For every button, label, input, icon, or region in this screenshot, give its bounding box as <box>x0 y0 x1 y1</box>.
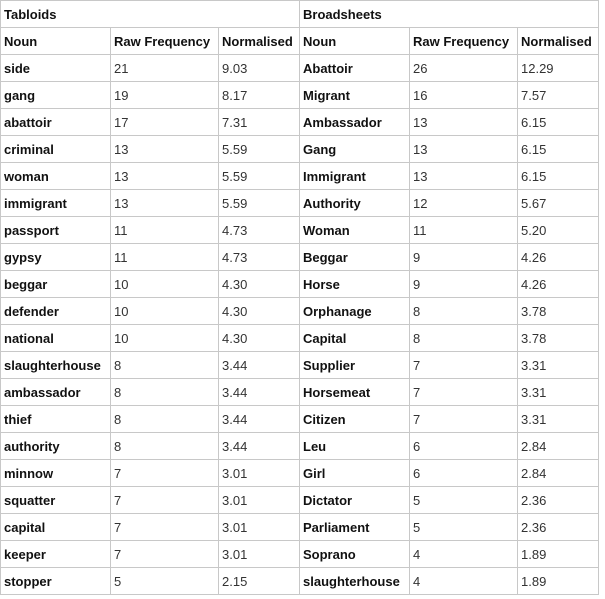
table-row <box>1 82 599 109</box>
broadsheet-noun-cell: Dictator <box>300 487 410 514</box>
tabloid-raw-frequency-cell: 13 <box>111 136 219 163</box>
broadsheet-raw-frequency-cell: 7 <box>410 406 518 433</box>
table-row <box>1 109 599 136</box>
tabloid-raw-frequency-cell: 7 <box>111 487 219 514</box>
broadsheet-raw-frequency-cell: 9 <box>410 244 518 271</box>
tabloid-raw-frequency-cell: 10 <box>111 271 219 298</box>
tabloid-normalised-cell: 7.31 <box>219 109 300 136</box>
tabloid-noun-cell: criminal <box>1 136 111 163</box>
broadsheet-raw-frequency-cell: 12 <box>410 190 518 217</box>
tabloid-normalised-cell: 3.01 <box>219 460 300 487</box>
table-row <box>1 55 599 82</box>
broadsheet-noun-cell: Soprano <box>300 541 410 568</box>
broadsheet-normalised-cell: 1.89 <box>518 541 599 568</box>
broadsheet-normalised-cell: 12.29 <box>518 55 599 82</box>
tabloid-noun-cell: beggar <box>1 271 111 298</box>
broadsheet-noun-cell: slaughterhouse <box>300 568 410 595</box>
table-row <box>1 406 599 433</box>
tabloid-raw-frequency-cell: 5 <box>111 568 219 595</box>
tabloid-raw-frequency-cell: 13 <box>111 190 219 217</box>
tabloid-raw-frequency-cell: 8 <box>111 433 219 460</box>
table-row <box>1 136 599 163</box>
broadsheet-normalised-cell: 3.31 <box>518 379 599 406</box>
table-row <box>1 352 599 379</box>
broadsheet-raw-frequency-cell: 8 <box>410 325 518 352</box>
broadsheet-noun-cell: Abattoir <box>300 55 410 82</box>
group-header-row <box>1 1 599 28</box>
tabloid-normalised-cell: 5.59 <box>219 190 300 217</box>
broadsheet-raw-frequency-cell: 5 <box>410 514 518 541</box>
tabloid-normalised-cell: 4.30 <box>219 298 300 325</box>
tabloid-raw-frequency-cell: 11 <box>111 217 219 244</box>
tabloid-raw-frequency-cell: 8 <box>111 379 219 406</box>
tabloid-noun-cell: gypsy <box>1 244 111 271</box>
tabloid-normalised-cell: 3.44 <box>219 433 300 460</box>
broadsheet-noun-cell: Supplier <box>300 352 410 379</box>
tabloids-raw-frequency-header: Raw Frequency <box>111 28 219 55</box>
broadsheets-noun-header: Noun <box>300 28 410 55</box>
tabloid-normalised-cell: 3.01 <box>219 514 300 541</box>
tabloid-normalised-cell: 9.03 <box>219 55 300 82</box>
broadsheet-normalised-cell: 3.31 <box>518 406 599 433</box>
table-row <box>1 217 599 244</box>
table-row <box>1 271 599 298</box>
tabloids-group-header: Tabloids <box>1 1 300 28</box>
tabloid-noun-cell: stopper <box>1 568 111 595</box>
tabloid-raw-frequency-cell: 11 <box>111 244 219 271</box>
tabloid-noun-cell: gang <box>1 82 111 109</box>
broadsheet-noun-cell: Girl <box>300 460 410 487</box>
broadsheet-raw-frequency-cell: 4 <box>410 568 518 595</box>
tabloid-noun-cell: immigrant <box>1 190 111 217</box>
table-row <box>1 487 599 514</box>
tabloid-normalised-cell: 4.30 <box>219 325 300 352</box>
broadsheet-raw-frequency-cell: 16 <box>410 82 518 109</box>
broadsheet-noun-cell: Horsemeat <box>300 379 410 406</box>
tabloid-raw-frequency-cell: 7 <box>111 514 219 541</box>
tabloid-raw-frequency-cell: 8 <box>111 352 219 379</box>
tabloid-noun-cell: capital <box>1 514 111 541</box>
tabloid-noun-cell: side <box>1 55 111 82</box>
table-row <box>1 568 599 595</box>
broadsheet-normalised-cell: 6.15 <box>518 163 599 190</box>
tabloid-normalised-cell: 8.17 <box>219 82 300 109</box>
broadsheet-noun-cell: Woman <box>300 217 410 244</box>
broadsheet-raw-frequency-cell: 13 <box>410 136 518 163</box>
tabloid-noun-cell: national <box>1 325 111 352</box>
tabloid-noun-cell: woman <box>1 163 111 190</box>
tabloid-noun-cell: ambassador <box>1 379 111 406</box>
tabloid-raw-frequency-cell: 7 <box>111 460 219 487</box>
table-row <box>1 163 599 190</box>
broadsheet-noun-cell: Parliament <box>300 514 410 541</box>
broadsheet-normalised-cell: 5.20 <box>518 217 599 244</box>
broadsheet-normalised-cell: 7.57 <box>518 82 599 109</box>
tabloid-noun-cell: minnow <box>1 460 111 487</box>
tabloid-normalised-cell: 5.59 <box>219 163 300 190</box>
broadsheet-raw-frequency-cell: 6 <box>410 460 518 487</box>
table-row <box>1 244 599 271</box>
table-row <box>1 460 599 487</box>
tabloid-normalised-cell: 3.01 <box>219 487 300 514</box>
broadsheet-normalised-cell: 2.36 <box>518 487 599 514</box>
tabloid-normalised-cell: 5.59 <box>219 136 300 163</box>
broadsheet-raw-frequency-cell: 8 <box>410 298 518 325</box>
broadsheet-noun-cell: Leu <box>300 433 410 460</box>
tabloid-noun-cell: passport <box>1 217 111 244</box>
broadsheet-normalised-cell: 2.36 <box>518 514 599 541</box>
broadsheet-raw-frequency-cell: 7 <box>410 352 518 379</box>
broadsheet-normalised-cell: 3.31 <box>518 352 599 379</box>
tabloid-raw-frequency-cell: 17 <box>111 109 219 136</box>
broadsheet-noun-cell: Ambassador <box>300 109 410 136</box>
table-row <box>1 298 599 325</box>
tabloid-normalised-cell: 3.01 <box>219 541 300 568</box>
broadsheet-noun-cell: Horse <box>300 271 410 298</box>
tabloid-normalised-cell: 4.30 <box>219 271 300 298</box>
broadsheet-normalised-cell: 3.78 <box>518 325 599 352</box>
tabloid-noun-cell: authority <box>1 433 111 460</box>
tabloid-noun-cell: squatter <box>1 487 111 514</box>
broadsheet-normalised-cell: 4.26 <box>518 271 599 298</box>
table-row <box>1 325 599 352</box>
broadsheet-raw-frequency-cell: 13 <box>410 109 518 136</box>
tabloid-noun-cell: keeper <box>1 541 111 568</box>
table-row <box>1 379 599 406</box>
broadsheet-raw-frequency-cell: 26 <box>410 55 518 82</box>
broadsheets-group-header: Broadsheets <box>300 1 599 28</box>
broadsheet-raw-frequency-cell: 11 <box>410 217 518 244</box>
broadsheet-noun-cell: Gang <box>300 136 410 163</box>
tabloid-noun-cell: defender <box>1 298 111 325</box>
broadsheets-normalised-header: Normalised <box>518 28 599 55</box>
broadsheet-normalised-cell: 2.84 <box>518 460 599 487</box>
broadsheet-noun-cell: Migrant <box>300 82 410 109</box>
tabloid-raw-frequency-cell: 19 <box>111 82 219 109</box>
broadsheet-normalised-cell: 6.15 <box>518 109 599 136</box>
table-row <box>1 514 599 541</box>
broadsheet-raw-frequency-cell: 7 <box>410 379 518 406</box>
tabloid-normalised-cell: 2.15 <box>219 568 300 595</box>
broadsheet-normalised-cell: 5.67 <box>518 190 599 217</box>
broadsheet-normalised-cell: 2.84 <box>518 433 599 460</box>
tabloids-normalised-header: Normalised <box>219 28 300 55</box>
broadsheet-raw-frequency-cell: 4 <box>410 541 518 568</box>
tabloid-normalised-cell: 3.44 <box>219 406 300 433</box>
broadsheet-normalised-cell: 1.89 <box>518 568 599 595</box>
tabloid-noun-cell: slaughterhouse <box>1 352 111 379</box>
table-row <box>1 190 599 217</box>
broadsheet-raw-frequency-cell: 13 <box>410 163 518 190</box>
tabloid-raw-frequency-cell: 7 <box>111 541 219 568</box>
broadsheet-noun-cell: Immigrant <box>300 163 410 190</box>
table-row <box>1 433 599 460</box>
tabloid-noun-cell: abattoir <box>1 109 111 136</box>
column-header-row <box>1 28 599 55</box>
tabloid-normalised-cell: 3.44 <box>219 379 300 406</box>
table-row <box>1 541 599 568</box>
table-body <box>1 55 599 595</box>
broadsheet-noun-cell: Orphanage <box>300 298 410 325</box>
broadsheet-raw-frequency-cell: 9 <box>410 271 518 298</box>
broadsheet-normalised-cell: 6.15 <box>518 136 599 163</box>
tabloid-normalised-cell: 4.73 <box>219 244 300 271</box>
broadsheet-noun-cell: Citizen <box>300 406 410 433</box>
broadsheet-raw-frequency-cell: 5 <box>410 487 518 514</box>
tabloid-raw-frequency-cell: 13 <box>111 163 219 190</box>
tabloid-normalised-cell: 4.73 <box>219 217 300 244</box>
tabloid-raw-frequency-cell: 10 <box>111 298 219 325</box>
broadsheet-noun-cell: Authority <box>300 190 410 217</box>
broadsheet-noun-cell: Beggar <box>300 244 410 271</box>
tabloids-noun-header: Noun <box>1 28 111 55</box>
broadsheet-normalised-cell: 3.78 <box>518 298 599 325</box>
tabloid-raw-frequency-cell: 21 <box>111 55 219 82</box>
broadsheet-normalised-cell: 4.26 <box>518 244 599 271</box>
tabloid-raw-frequency-cell: 10 <box>111 325 219 352</box>
tabloid-noun-cell: thief <box>1 406 111 433</box>
broadsheets-raw-frequency-header: Raw Frequency <box>410 28 518 55</box>
tabloid-normalised-cell: 3.44 <box>219 352 300 379</box>
tabloid-raw-frequency-cell: 8 <box>111 406 219 433</box>
broadsheet-noun-cell: Capital <box>300 325 410 352</box>
broadsheet-raw-frequency-cell: 6 <box>410 433 518 460</box>
